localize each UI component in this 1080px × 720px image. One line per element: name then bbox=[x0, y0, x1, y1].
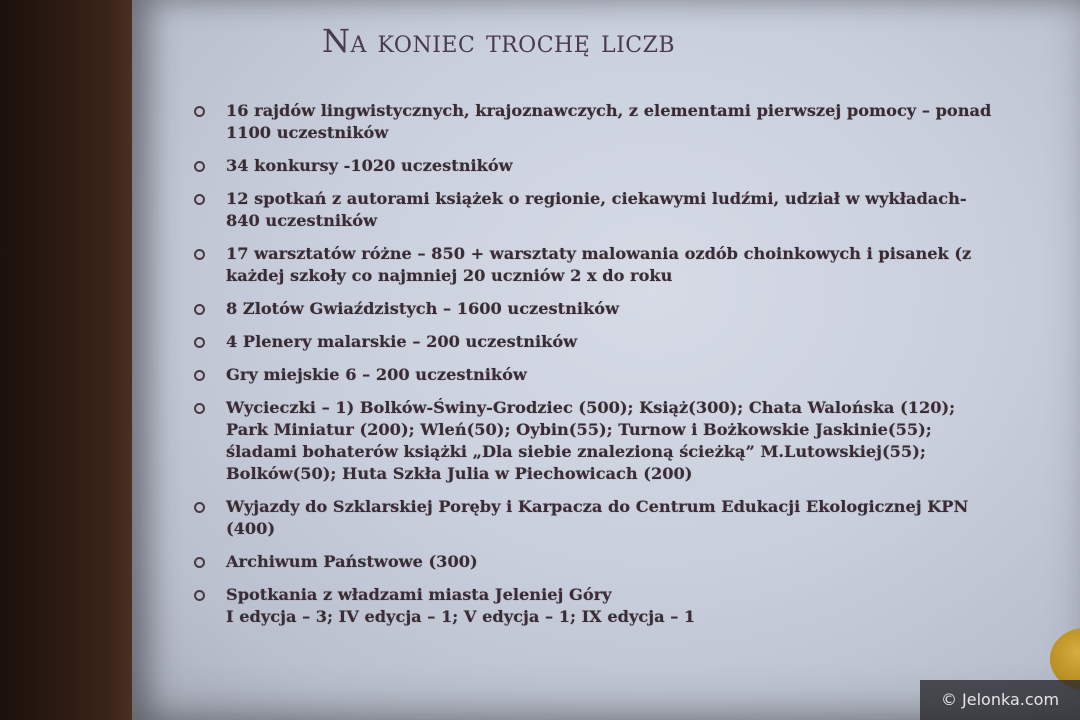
list-item-line: Park Miniatur (200); Wleń(50); Oybin(55); Turnow i Bożkowskie Jaskinie(55); bbox=[226, 420, 932, 439]
list-item bbox=[192, 100, 1052, 144]
circle-bullet-icon bbox=[194, 590, 205, 601]
list-item-line: 12 spotkań z autorami książek o regionie, ciekawymi ludźmi, udział w wykładach- bbox=[226, 189, 967, 208]
list-item-line: Wycieczki – 1) Bolków-Świny-Grodziec (500); Książ(300); Chata Walońska (120); bbox=[226, 398, 956, 417]
list-item-line: Wyjazdy do Szklarskiej Poręby i Karpacza do Centrum Edukacji Ekologicznej KPN bbox=[226, 497, 969, 516]
list-item-line: Gry miejskie 6 – 200 uczestników bbox=[226, 365, 527, 384]
watermark: © Jelonka.com bbox=[920, 680, 1080, 720]
list-item bbox=[192, 496, 1052, 540]
statistics-list bbox=[192, 100, 1052, 639]
list-item-line: Archiwum Państwowe (300) bbox=[226, 552, 478, 571]
list-item-line: 4 Plenery malarskie – 200 uczestników bbox=[226, 332, 578, 351]
list-item-line: I edycja – 3; IV edycja – 1; V edycja – 1; IX edycja – 1 bbox=[226, 607, 696, 626]
list-item bbox=[192, 155, 1052, 177]
list-item bbox=[192, 243, 1052, 287]
slide-title: Na koniec trochę liczb bbox=[322, 22, 676, 60]
circle-bullet-icon bbox=[194, 337, 205, 348]
list-item-line: 840 uczestników bbox=[226, 211, 377, 230]
list-item bbox=[192, 397, 1052, 485]
list-item-line: 34 konkursy -1020 uczestników bbox=[226, 156, 513, 175]
circle-bullet-icon bbox=[194, 403, 205, 414]
list-item bbox=[192, 331, 1052, 353]
circle-bullet-icon bbox=[194, 161, 205, 172]
circle-bullet-icon bbox=[194, 370, 205, 381]
circle-bullet-icon bbox=[194, 502, 205, 513]
list-item-line: 1100 uczestników bbox=[226, 123, 389, 142]
list-item bbox=[192, 584, 1052, 628]
list-item-line: każdej szkoły co najmniej 20 uczniów 2 x do roku bbox=[226, 266, 673, 285]
circle-bullet-icon bbox=[194, 249, 205, 260]
projection-screen bbox=[132, 0, 1080, 720]
list-item bbox=[192, 188, 1052, 232]
circle-bullet-icon bbox=[194, 304, 205, 315]
list-item-line: śladami bohaterów książki „Dla siebie znalezioną ścieżką” M.Lutowskiej(55); bbox=[226, 442, 926, 461]
list-item-line: 16 rajdów lingwistycznych, krajoznawczych, z elementami pierwszej pomocy – ponad bbox=[226, 101, 992, 120]
list-item-line: 8 Zlotów Gwiaździstych – 1600 uczestników bbox=[226, 299, 620, 318]
list-item bbox=[192, 551, 1052, 573]
list-item-line: Spotkania z władzami miasta Jeleniej Góry bbox=[226, 585, 612, 604]
list-item bbox=[192, 364, 1052, 386]
list-item bbox=[192, 298, 1052, 320]
list-item-line: 17 warsztatów różne – 850 + warsztaty malowania ozdób choinkowych i pisanek (z bbox=[226, 244, 972, 263]
circle-bullet-icon bbox=[194, 557, 205, 568]
circle-bullet-icon bbox=[194, 106, 205, 117]
list-item-line: (400) bbox=[226, 519, 276, 538]
list-item-line: Bolków(50); Huta Szkła Julia w Piechowicach (200) bbox=[226, 464, 693, 483]
circle-bullet-icon bbox=[194, 194, 205, 205]
